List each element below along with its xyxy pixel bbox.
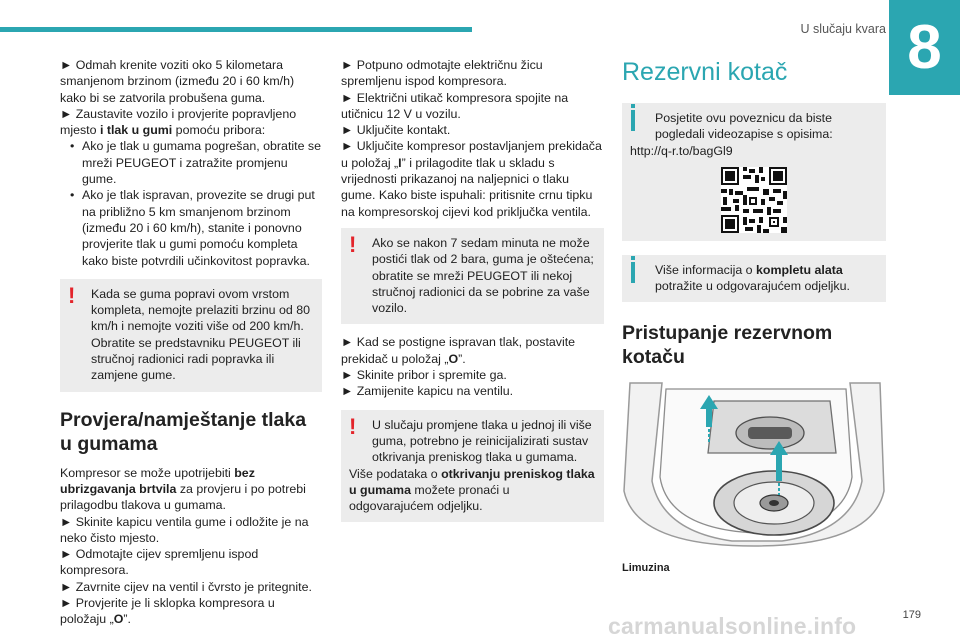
section-heading: Provjera/namještanje tlaka u gumama (60, 408, 307, 455)
step: ► Zamijenite kapicu na ventilu. (341, 384, 514, 399)
step: ► Električni utikač kompresora spojite na utičnicu 12 V u vozilu. (341, 90, 569, 121)
info-icon (631, 110, 635, 131)
page-title: Rezervni kotač (622, 58, 788, 86)
info-icon (631, 262, 635, 283)
step: ► Zavrnite cijev na ventil i čvrsto je pritegnite. (60, 579, 312, 594)
step: ► Uključite kontakt. (341, 123, 451, 138)
step: ► Zaustavite vozilo i provjerite popravljeno mjesto i tlak u gumi pomoću pribora: (60, 106, 297, 138)
step: ► Odmotajte cijev spremljenu ispod kompresora. (60, 547, 259, 578)
step: ► Kad se postigne ispravan tlak, postavite prekidač u položaj „O”. (341, 335, 576, 366)
warning-box: ! Ako se nakon 7 sedam minuta ne može postići tlak od 2 bara, guma je oštećena; obratite se mreži PEUGEOT ili nekoj stručnoj radionici da se pobrine za vaše vozilo. (341, 228, 604, 324)
qr-code-icon[interactable] (721, 167, 787, 233)
warning-icon: ! (68, 282, 76, 308)
watermark: carmanualsonline.info (608, 613, 857, 639)
video-link[interactable]: http://q-r.to/bagGl9 (630, 143, 733, 158)
bullet-item: • Ako je tlak ispravan, provezite se drugi put na približno 5 km smanjenom brzinom (između 20 i 60 km/h), stanite i ponovno provjerite tlak u gumi pomoću kompleta kako biste potvrdili učinkovitost popravka. (70, 188, 315, 268)
column-2 (341, 57, 604, 532)
column-3 (622, 57, 886, 576)
warning-icon: ! (349, 413, 357, 439)
step: ► Provjerite je li sklopka kompresora u položaju „O”. (60, 596, 275, 627)
warning-box: ! U slučaju promjene tlaka u jednoj ili više guma, potrebno je reinicijalizirati sustav otkrivanja preniskog tlaka u gumama. Više podataka o otkrivanju preniskog tlaka u gumama možete pronaći u odgovarajućem odjeljku. (341, 410, 604, 523)
section-heading: Pristupanje rezervnom kotaču (622, 322, 833, 369)
chapter-badge: 8 (889, 0, 960, 95)
step: ► Uključite kompresor postavljanjem prekidača u položaj „I” i prilagodite tlak u skladu s vrijednosti prikazanoj na naljepnici o tlaku gume. Kako biste ispuhali: pritisnite crnu tipku na kompresorskoj cijevi kod priključka ventila. (341, 139, 602, 219)
step: ► Skinite kapicu ventila gume i odložite je na neko čisto mjesto. (60, 514, 309, 545)
page-number: 179 (902, 609, 921, 621)
illustration-caption: Limuzina (622, 561, 670, 574)
step: ► Skinite pribor i spremite ga. (341, 368, 507, 383)
header-accent-bar (0, 27, 472, 32)
step: ► Potpuno odmotajte električnu žicu spremljenu ispod kompresora. (341, 58, 543, 89)
spare-wheel-illustration (622, 381, 886, 547)
warning-icon: ! (349, 231, 357, 257)
section-title: U slučaju kvara (800, 22, 886, 36)
info-box: Više informacija o kompletu alata potražite u odgovarajućem odjeljku. (622, 255, 886, 303)
bullet-item: • Ako je tlak u gumama pogrešan, obratite se mreži PEUGEOT i zatražite promjenu gume. (70, 139, 321, 187)
column-1: ► Odmah krenite voziti oko 5 kilometara smanjenom brzinom (između 20 i 60 km/h) kako bi se zatvorila probušena guma. ► Zaustavite vozilo i provjerite popravljeno mjesto i tlak u gumi pomoću pribora: • Ako je tlak u gumama pogrešan, obratite se mreži PEUGEOT i zatražite promjenu gume. • Ako je tlak ispravan, provezite se drugi put na približno 5 km smanjenom brzinom (između 20 i 60 km/h), stanite i ponovno provjerite tlak u gumi pomoću kompleta kako biste potvrdili učinkovitost popravka. ! Kada se guma popravi ovom vrstom kompleta, nemojte prelaziti brzinu od 80 km/h i nemojte voziti više od 200 km/h. Obratite se predstavniku PEUGEOT ili stručnoj radionici radi popravka ili zamjene gume. Provjera/namještanje tlaka u gumama Kompresor se može upotrijebiti bez ubrizgavanja brtvila za provjeru i po potrebi prilagodbu tlakova u gumama. ► Skinite kapicu ventila gume i odložite je na neko čisto mjesto. ► Odmotajte cijev spremljenu ispod kompresora. ► Zavrnite cijev na ventil i čvrsto je pritegnite. ► Provjerite je li sklopka kompresora u položaju „O”. (60, 58, 321, 627)
step: ► Odmah krenite voziti oko 5 kilometara smanjenom brzinom (između 20 i 60 km/h) kako bi se zatvorila probušena guma. (60, 58, 295, 105)
warning-box: ! Kada se guma popravi ovom vrstom kompleta, nemojte prelaziti brzinu od 80 km/h i nemojte voziti više od 200 km/h. Obratite se predstavniku PEUGEOT ili stručnoj radionici radi popravka ili zamjene gume. (60, 279, 322, 392)
info-box: Posjetite ovu poveznicu da biste pogledali videozapise s opisima: http://q-r.to/bagGl9 (622, 103, 886, 241)
